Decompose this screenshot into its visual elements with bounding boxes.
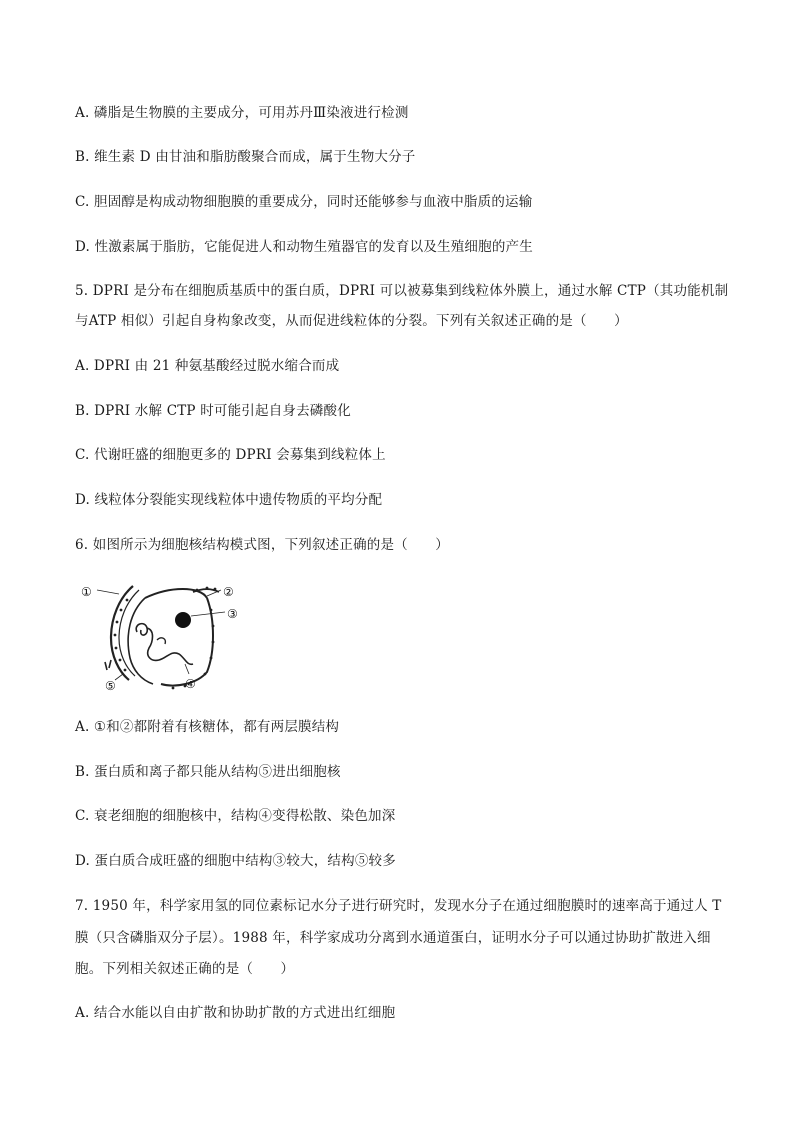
- nucleus-structure-diagram: [75, 580, 265, 695]
- label-1: ①: [81, 585, 92, 599]
- q4-option-c: C. 胆固醇是构成动物细胞膜的重要成分，同时还能够参与血液中脂质的运输: [75, 194, 533, 210]
- q6-option-b: B. 蛋白质和离子都只能从结构⑤进出细胞核: [75, 764, 341, 780]
- q6-option-d: D. 蛋白质合成旺盛的细胞中结构③较大，结构⑤较多: [75, 853, 396, 869]
- q4-option-a: A. 磷脂是生物膜的主要成分，可用苏丹Ⅲ染液进行检测: [75, 105, 409, 121]
- label-2: ②: [223, 585, 234, 599]
- nuclear-envelope-right: [161, 598, 213, 686]
- label-3: ③: [227, 607, 238, 621]
- nuclear-pore: [105, 660, 111, 670]
- nuclear-envelope-left: [128, 598, 153, 684]
- q7-option-a: A. 结合水能以自由扩散和协助扩散的方式进出红细胞: [75, 1005, 396, 1021]
- label-4: ④: [185, 677, 196, 691]
- q5-option-b: B. DPRI 水解 CTP 时可能引起自身去磷酸化: [75, 403, 351, 419]
- q7-stem-line3: 胞。下列相关叙述正确的是（ ）: [75, 961, 295, 977]
- q7-stem-line1: 7. 1950 年，科学家用氢的同位素标记水分子进行研究时，发现水分子在通过细胞膜时的速率高于通过人 T: [75, 898, 722, 914]
- q5-option-a: A. DPRI 由 21 种氨基酸经过脱水缩合而成: [75, 358, 340, 374]
- q6-option-a: A. ①和②都附着有核糖体，都有两层膜结构: [75, 719, 340, 735]
- q5-stem-line1: 5. DPRI 是分布在细胞质基质中的蛋白质，DPRI 可以被募集到线粒体外膜上，通过水解 CTP（其功能机制: [75, 283, 729, 299]
- q5-stem-line2: 与ATP 相似）引起自身构象改变，从而促进线粒体的分裂。下列有关叙述正确的是（ ）: [75, 313, 628, 329]
- q5-option-d: D. 线粒体分裂能实现线粒体中遗传物质的平均分配: [75, 492, 383, 508]
- q6-option-c: C. 衰老细胞的细胞核中，结构④变得松散、染色加深: [75, 808, 396, 824]
- nucleolus: [175, 612, 191, 628]
- q4-option-d: D. 性激素属于脂肪，它能促进人和动物生殖器官的发育以及生殖细胞的产生: [75, 239, 533, 255]
- label-5: ⑤: [105, 679, 116, 693]
- chromatin: [136, 624, 193, 665]
- q7-stem-line2: 膜（只含磷脂双分子层）。1988 年，科学家成功分离到水通道蛋白，证明水分子可以通过协助扩散进入细: [75, 930, 711, 946]
- q6-stem: 6. 如图所示为细胞核结构模式图，下列叙述正确的是（ ）: [75, 537, 449, 553]
- q4-option-b: B. 维生素 D 由甘油和脂肪酸聚合而成，属于生物大分子: [75, 149, 416, 165]
- q5-option-c: C. 代谢旺盛的细胞更多的 DPRI 会募集到线粒体上: [75, 447, 386, 463]
